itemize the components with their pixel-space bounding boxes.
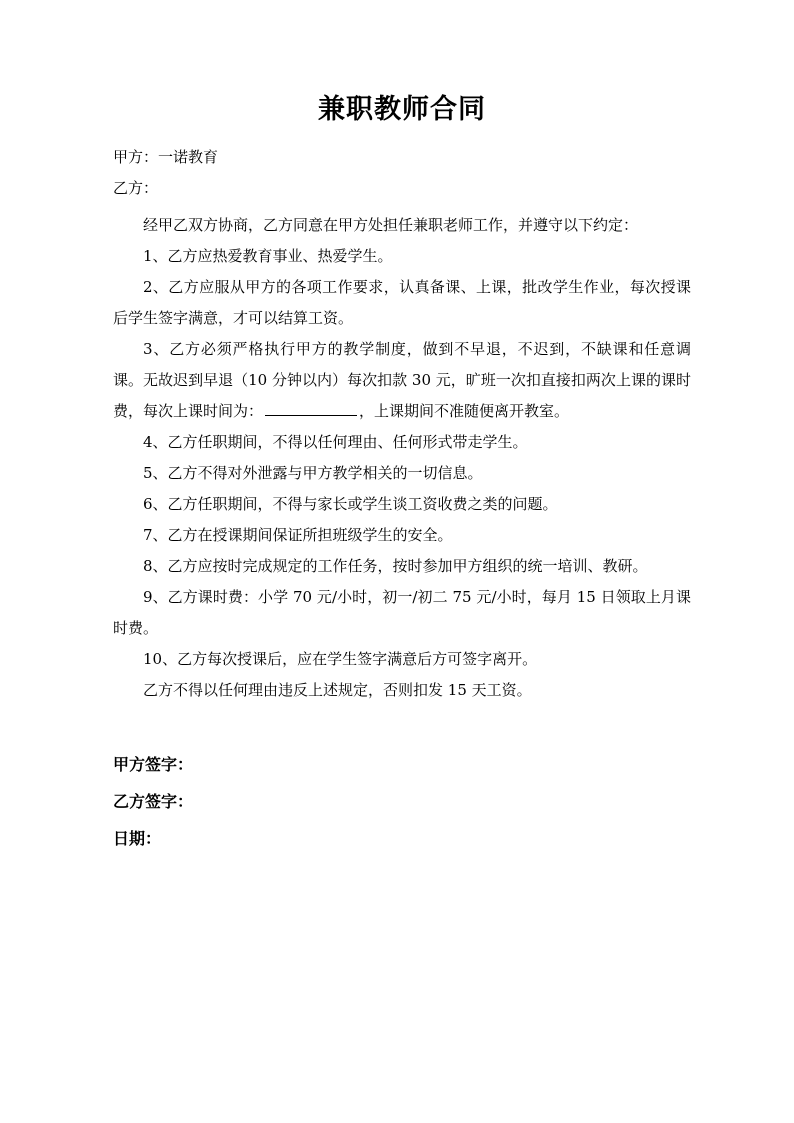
- signature-party-a[interactable]: 甲方签字：: [113, 755, 194, 775]
- clause-4: 4、乙方任职期间，不得以任何理由、任何形式带走学生。: [143, 433, 528, 452]
- clause-6: 6、乙方任职期间，不得与家长或学生谈工资收费之类的问题。: [143, 495, 558, 514]
- clause-1: 1、乙方应热爱教育事业、热爱学生。: [143, 247, 393, 266]
- party-b-line: 乙方：: [113, 179, 159, 198]
- class-duration-blank-field[interactable]: [265, 401, 357, 416]
- clause-9: 9、乙方课时费：小学 70 元/小时，初一/初二 75 元/小时，每月 15 日领取上月课时费。: [113, 588, 691, 638]
- party-a-line: 甲方：一诺教育: [113, 148, 219, 167]
- parties-block: [113, 142, 691, 204]
- signature-block: [113, 746, 691, 857]
- page-title: 兼职教师合同: [318, 94, 486, 125]
- clause-8: 8、乙方应按时完成规定的工作任务，按时参加甲方组织的统一培训、教研。: [143, 557, 648, 576]
- clauses-block: [113, 210, 691, 706]
- preamble-paragraph: 经甲乙双方协商，乙方同意在甲方处担任兼职老师工作，并遵守以下约定：: [143, 216, 639, 235]
- clause-3: [113, 334, 691, 427]
- clause-10: 10、乙方每次授课后，应在学生签字满意后方可签字离开。: [143, 650, 538, 669]
- closing-paragraph: 乙方不得以任何理由违反上述规定，否则扣发 15 天工资。: [143, 681, 532, 700]
- clause-2: 2、乙方应服从甲方的各项工作要求，认真备课、上课，批改学生作业，每次授课后学生签字满意，才可以结算工资。: [113, 278, 691, 328]
- clause-7: 7、乙方在授课期间保证所担班级学生的安全。: [143, 526, 453, 545]
- clause-5: 5、乙方不得对外泄露与甲方教学相关的一切信息。: [143, 464, 483, 483]
- signature-date[interactable]: 日期：: [113, 829, 162, 849]
- signature-party-b[interactable]: 乙方签字：: [113, 792, 194, 812]
- clause-3-text-after-blank: ，上课期间不准随便离开教室。: [359, 402, 570, 421]
- clause-3-text-before-blank: 3、乙方必须严格执行甲方的教学制度，做到不早退，不迟到，不缺课和任意调课。无故迟到早退（10 分钟以内）每次扣款 30 元，旷班一次扣直接扣两次上课的课时费，每次上课时间为：: [113, 340, 691, 421]
- document-body: [113, 0, 691, 857]
